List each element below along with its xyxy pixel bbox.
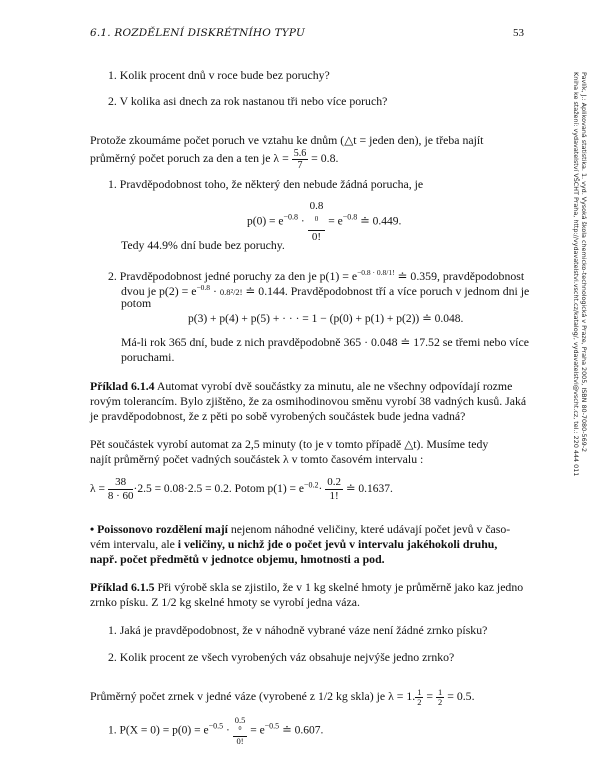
poisson-norm1: nejenom náhodné veličiny, které udávají počet jevů v časo- [227, 522, 511, 536]
item2-line5: poruchami. [121, 350, 175, 364]
eq614-den: 8 · 60 [107, 490, 134, 502]
frac-num: 5.6 [293, 148, 307, 159]
avg-half-2-num: 1 [438, 687, 443, 697]
item1-conclusion: Tedy 44.9% dní bude bez poruchy. [121, 238, 285, 252]
example-615-text: Při výrobě skla se zjistilo, že v 1 kg skelné hmoty je průměrně jako kaz jedno [154, 580, 524, 594]
ans1-mid: · [223, 724, 233, 737]
eq614-exp: −0.2 [304, 480, 319, 490]
intro-line1: Protože zkoumáme počet poruch ve vztahu ke dnům (△t = jeden den), je třeba najít [90, 133, 484, 147]
ans1-frac-num-exp: 0 [238, 726, 242, 732]
example-615-q2: 2. Kolik procent ze všech vyrobených váz obsahuje nejvýše jedno zrnko? [108, 650, 455, 664]
side-note-line2: Kniha ke stažení: vydavatelství VŠCHT Praha, http://vydavatelstvi.vscht.cz/katalog/, vydavatelstvi@vscht.cz, tel.: 220 444 011 [572, 72, 580, 477]
poisson-line1 [90, 522, 540, 536]
poisson-bold2: i veličiny, u nichž jde o počet jevů v intervalu jakéhokoli druhu, [174, 537, 498, 551]
eq-fraction [308, 200, 326, 244]
example-615-avg [90, 688, 475, 707]
example-615-q1: 1. Jaká je pravděpodobnost, že v náhodně vybrané váze není žádné zrnko písku? [108, 623, 488, 637]
intro-line2 [90, 148, 338, 171]
lambda-fraction [292, 148, 309, 171]
example-614-line4: Pět součástek vyrobí automat za 2,5 minuty (to je v tomto případě △t). Musíme tedy [90, 437, 489, 451]
intro-line2-text: průměrný počet poruch za den a ten je λ = [90, 151, 289, 166]
example-615-line1 [90, 580, 540, 594]
eq-frac-num [308, 200, 326, 231]
eq614-lambda: λ = [90, 483, 105, 496]
poisson-line3: např. počet předmětů v jednotce objemu, hmotnosti a pod. [90, 552, 385, 566]
ans1-exp2: −0.5 [264, 721, 280, 731]
poisson-line2 [90, 537, 540, 551]
example-614-line1 [90, 379, 540, 393]
eq614-end: ≐ 0.1637. [343, 483, 393, 496]
example-614-equation [90, 476, 393, 503]
item2-line2-exp: −0.8 [196, 283, 211, 292]
item2-line2-frac: 0.8²/2! [219, 286, 243, 297]
example-615-label: Příklad 6.1.5 [90, 580, 155, 594]
example-614-line5: najít průměrný počet vadných součástek λ v tomto časovém intervalu : [90, 452, 424, 466]
ans1-end: ≐ 0.607. [279, 724, 324, 737]
item2-line3: potom [121, 296, 152, 310]
eq-frac-num-val: 0.8 [309, 200, 324, 212]
intro-line2-end: = 0.8. [311, 151, 339, 166]
ans1-fraction [233, 716, 248, 746]
running-header: 6.1. ROZDĚLENÍ DISKRÉTNÍHO TYPU [90, 27, 306, 39]
item1-text: 1. Pravděpodobnost toho, že některý den nebude žádná porucha, je [108, 177, 424, 191]
eq614-frac-num: 0.2 [327, 476, 342, 488]
item2-line2-mid: · [210, 283, 220, 298]
ans1-frac-num [233, 716, 248, 737]
eq-exp: −0.8 [283, 212, 299, 222]
ans1-exp: −0.5 [208, 721, 224, 731]
item2-line4: Má-li rok 365 dní, bude z nich pravděpodobně 365 · 0.048 ≐ 17.52 se třemi nebo více [121, 335, 529, 349]
example-615-answer1 [108, 716, 323, 746]
poisson-bold1: Poissonovo rozdělení mají [94, 522, 228, 536]
avg-eq: = [423, 689, 437, 704]
example-614-line3: je pravděpodobnost, že z pěti po sobě vyrobených součástek bude jedna vadná? [90, 409, 466, 423]
eq614-rest: ·2.5 = 0.08·2.5 = 0.2. Potom p(1) = e [133, 483, 305, 496]
page-number: 53 [513, 27, 524, 39]
question-2: 2. V kolika asi dnech za rok nastanou tři nebo více poruch? [108, 94, 388, 108]
question-1: 1. Kolik procent dnů v roce bude bez poruchy? [108, 68, 330, 82]
eq-frac-den: 0! [311, 230, 322, 243]
avg-half-2-den: 2 [438, 697, 443, 707]
eq-end: ≐ 0.449. [357, 215, 402, 228]
ans1-frac-den: 0! [236, 735, 244, 746]
example-614-label: Příklad 6.1.4 [90, 379, 155, 393]
item2-line1-end: ≐ 0.359, pravděpodobnost [394, 268, 525, 283]
eq-left: p(0) = e [247, 215, 284, 228]
item2-equation: p(3) + p(4) + p(5) + · · · = 1 − (p(0) + p(1) + p(2)) ≐ 0.048. [188, 313, 464, 325]
eq614-dot: · [318, 483, 323, 496]
item2-line2-text: dvou je p(2) = e [121, 283, 197, 298]
eq-right-exp: −0.8 [342, 212, 358, 222]
example-614-text: Automat vyrobí dvě součástky za minutu, ale ne všechny odpovídají rozme [154, 379, 513, 393]
ans1-frac-num-val: 0.5 [234, 715, 246, 725]
avg-text: Průměrný počet zrnek v jedné váze (vyrobené z 1/2 kg skla) je λ = 1. [90, 689, 416, 704]
avg-half-1-den: 2 [417, 697, 422, 707]
poisson-line2a: vém intervalu, ale [90, 537, 175, 551]
eq-right: = e [328, 215, 343, 228]
example-615-line2: zrnko písku. Z 1/2 kg skelné hmoty se vyrobí jedna váza. [90, 595, 360, 609]
eq614-num: 38 [108, 476, 134, 490]
example-614-line2: rovým tolerancím. Bylo zjištěno, že za osmihodinovou směnu vyrobí 38 vadných kusů. Jaká [90, 394, 527, 408]
bullet: • [90, 522, 95, 536]
item2-line1-exp: −0.8 · 0.8/1! [357, 268, 395, 277]
item2-line2 [121, 281, 538, 299]
avg-half-1-num: 1 [417, 687, 422, 697]
avg-end: = 0.5. [444, 689, 475, 704]
eq-dot: · [298, 215, 308, 228]
eq614-fraction [108, 476, 134, 503]
item2-line2-end: ≐ 0.144. Pravděpodobnost tří a více poruch v jednom dni je [242, 283, 530, 298]
frac-den: 7 [297, 160, 303, 171]
eq614-fraction2 [325, 476, 343, 503]
eq-frac-num-exp: 0 [314, 215, 319, 223]
ans1-b: = e [247, 724, 265, 737]
item2-line1-text: 2. Pravděpodobnost jedné poruchy za den je p(1) = e [108, 268, 358, 283]
eq614-frac-den: 1! [329, 490, 339, 502]
ans1-a: 1. P(X = 0) = p(0) = e [108, 724, 209, 737]
side-note-line1: Pavlík, J.: Aplikovaná statistika. 1. vyd. Vysoká škola chemicko-technologická v Praze, Praha 2005, ISBN 80-7080-569-2 [580, 72, 588, 453]
